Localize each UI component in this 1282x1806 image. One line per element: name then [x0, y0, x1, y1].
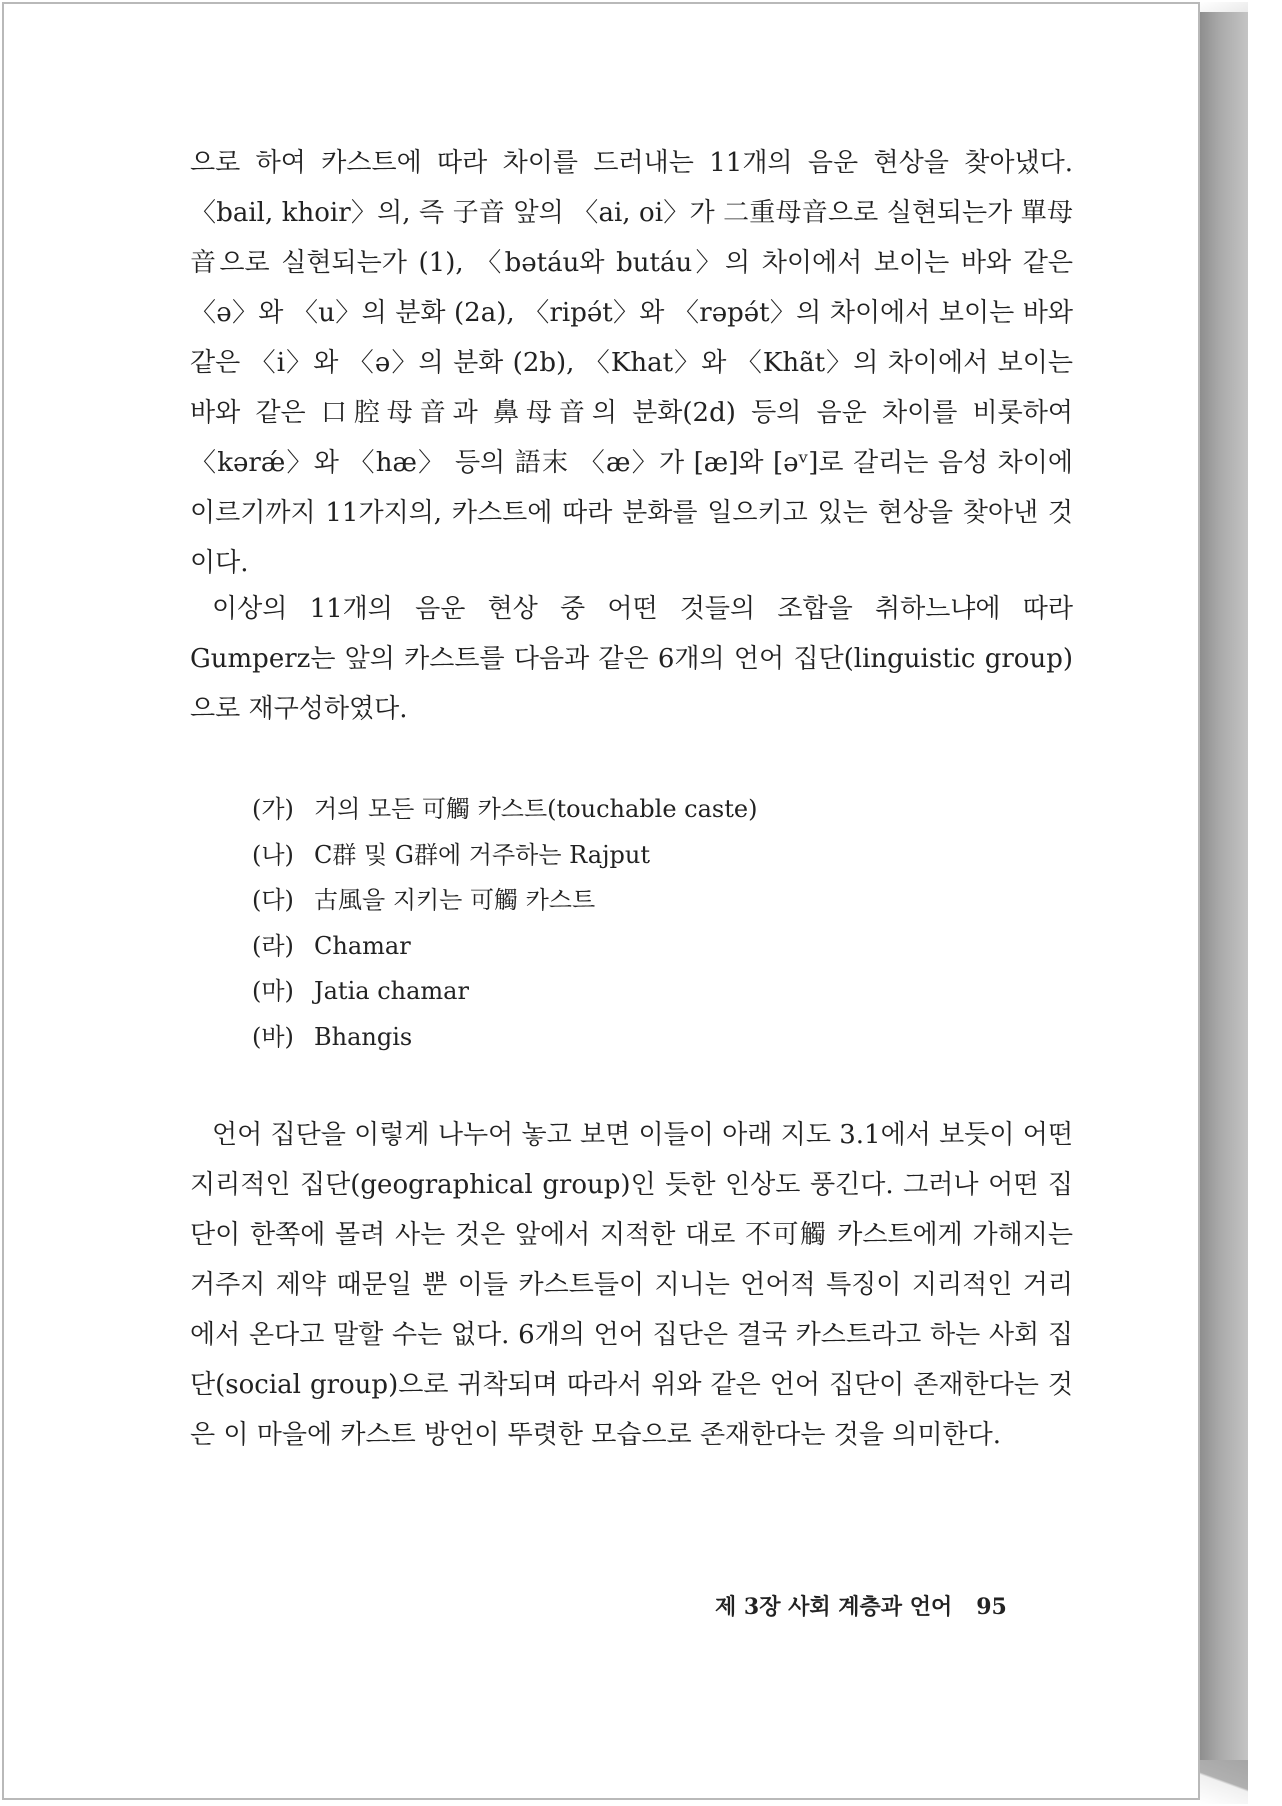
- paragraph-caste-dialect: [190, 1110, 1073, 1460]
- list-item: [252, 1015, 952, 1061]
- page-edge-stack: [1200, 12, 1248, 1800]
- paragraph-text: 언어 집단을 이렇게 나누어 놓고 보면 이들이 아래 지도 3.1에서 보듯이 어떤 지리적인 집단(geographical group)인 듯한 인상도 풍긴다. 그러나 어떤 집단이 한쪽에 몰려 사는 것은 앞에서 지적한 대로 不可觸 카스트에게 가해지는 거주지 제약 때문일 뿐 이들 카스트들이 지니는 언어적 특징이 지리적인 거리에서 온다고 말할 수는 없다. 6개의 언어 집단은 결국 카스트라고 하는 사회 집단(social group)으로 귀착되며 따라서 위와 같은 언어 집단이 존재한다는 것은 이 마을에 카스트 방언이 뚜렷한 모습으로 존재한다는 것을 의미한다.: [190, 1120, 1073, 1450]
- paragraph-phonological-phenomena: [190, 138, 1073, 588]
- list-item-number: (나): [252, 840, 294, 869]
- list-item-text: Chamar: [314, 931, 411, 960]
- list-item-text: C群 및 G群에 거주하는 Rajput: [314, 840, 650, 869]
- list-item: [252, 787, 952, 833]
- list-item-number: (라): [252, 931, 294, 960]
- list-item-number: (가): [252, 795, 294, 823]
- list-item-text: 古風을 지키는 可觸 카스트: [314, 886, 596, 914]
- paragraph-text: 으로 하여 카스트에 따라 차이를 드러내는 11개의 음운 현상을 찾아냈다. 〈bail, khoir〉의, 즉 子音 앞의 〈ai, oi〉가 二重母音으로 실현되는가 單母音으로 실현되는가 (1), 〈bətáu와 butáu〉의 차이에서 보이는 바와 같은 〈ə〉와 〈u〉의 분화 (2a), 〈ripə́t〉와 〈rəpə́t〉의 차이에서 보이는 바와 같은 〈i〉와 〈ə〉의 분화 (2b), 〈Khat〉와 〈Khãt〉의 차이에서 보이는 바와 같은 口腔母音과 鼻母音의 분화(2d) 등의 음운 차이를 비롯하여 〈kərǽ〉와 〈hæ〉 등의 語末 〈æ〉가 [æ]와 [əᵛ]로 갈리는 음성 차이에 이르기까지 11가지의, 카스트에 따라 분화를 일으키고 있는 현상을 찾아낸 것이다.: [190, 148, 1073, 578]
- list-item: [252, 833, 952, 879]
- list-item: [252, 924, 952, 970]
- list-item-number: (바): [252, 1022, 294, 1051]
- page-number: 95: [976, 1594, 1007, 1620]
- list-item-text: Bhangis: [314, 1022, 413, 1051]
- list-item-text: Jatia chamar: [314, 977, 469, 1005]
- list-item-number: (마): [252, 977, 294, 1005]
- page-edge-bottom: [1200, 1760, 1248, 1804]
- chapter-title: 제 3장 사회 계층과 언어: [715, 1594, 953, 1620]
- list-item-number: (다): [252, 886, 294, 914]
- list-item: [252, 969, 952, 1015]
- paragraph-linguistic-groups-intro: [190, 584, 1073, 734]
- list-item: [252, 878, 952, 924]
- paragraph-text: 이상의 11개의 음운 현상 중 어떤 것들의 조합을 취하느냐에 따라 Gumperz는 앞의 카스트를 다음과 같은 6개의 언어 집단(linguistic group)으로 재구성하였다.: [190, 594, 1073, 724]
- page-footer: [715, 1590, 1007, 1621]
- linguistic-group-list: [252, 787, 952, 1060]
- list-item-text: 거의 모든 可觸 카스트(touchable caste): [314, 795, 758, 823]
